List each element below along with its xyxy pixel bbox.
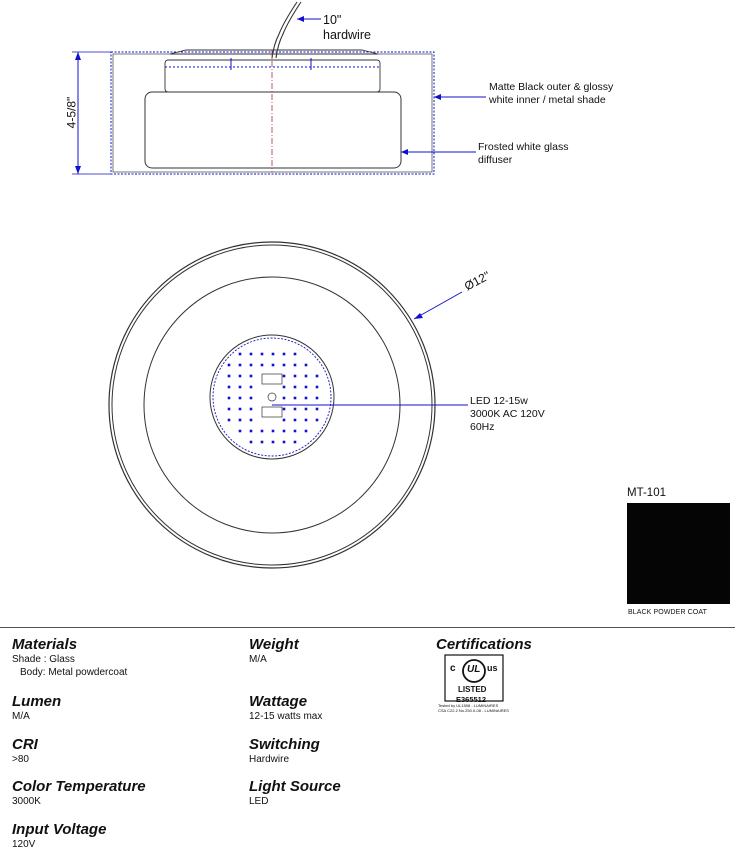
led-chip [228, 408, 231, 411]
led-chip [316, 397, 319, 400]
led-chip [250, 397, 253, 400]
led-chip [316, 419, 319, 422]
led-chip [294, 397, 297, 400]
spec-value-cri: >80 [12, 754, 29, 765]
spec-title-light-source: Light Source [249, 778, 341, 795]
ul-mark-label: UL [467, 664, 481, 675]
led-chip [239, 386, 242, 389]
driver-housing [165, 60, 380, 92]
led-chip [272, 364, 275, 367]
led-chip [283, 408, 286, 411]
led-chip [305, 386, 308, 389]
finish-code: MT-101 [627, 487, 666, 499]
led-chip [294, 419, 297, 422]
led-chip [305, 397, 308, 400]
led-chip [250, 375, 253, 378]
glass-diffuser [145, 92, 401, 168]
cert-fine-print [438, 703, 509, 713]
spec-light-source [249, 778, 341, 808]
led-chip [294, 386, 297, 389]
led-chip [272, 441, 275, 444]
ul-listed-label: LISTED [458, 685, 487, 694]
spec-title-switching: Switching [249, 736, 320, 753]
spec-materials [12, 636, 127, 679]
diameter-label: Ø12" [462, 268, 493, 294]
spec-value-weight: M/A [249, 654, 267, 665]
led-chip [250, 441, 253, 444]
section-divider [0, 627, 735, 628]
spec-title-lumen: Lumen [12, 693, 62, 710]
led-chip [294, 430, 297, 433]
spec-value-color-temperature: 3000K [12, 796, 41, 807]
spec-title-input-voltage: Input Voltage [12, 821, 107, 838]
height-label: 4-5/8" [64, 96, 79, 129]
spec-value-body: Body: Metal powdercoat [20, 667, 128, 678]
spec-title-weight: Weight [249, 636, 299, 653]
led-chip [283, 441, 286, 444]
led-chip [305, 430, 308, 433]
led-chip [305, 375, 308, 378]
diameter-leader [414, 292, 462, 319]
led-chip [283, 419, 286, 422]
spec-weight [249, 636, 299, 666]
led-chip [250, 419, 253, 422]
led-chip [228, 375, 231, 378]
spec-title-materials: Materials [12, 636, 78, 653]
cert-fine-line2: CSA C22.2 No.250.0-08 - LUMINAIRES [438, 708, 509, 713]
wire-length-value: 10" [323, 13, 342, 27]
led-chip [272, 353, 275, 356]
spec-cri [12, 736, 38, 766]
led-chip [272, 430, 275, 433]
spec-value-shade: Shade : Glass [12, 654, 75, 665]
diffuser-callout [478, 141, 568, 167]
led-chip [228, 419, 231, 422]
spec-lumen [12, 693, 61, 723]
top-view-drawing [0, 220, 735, 600]
wire-length-label [323, 13, 371, 43]
spec-switching [249, 736, 320, 766]
led-chip [283, 430, 286, 433]
led-chip [294, 441, 297, 444]
spec-title-certifications: Certifications [436, 636, 532, 653]
spec-title-cri: CRI [12, 736, 38, 753]
finish-swatch [627, 503, 730, 604]
spec-color-temperature [12, 778, 146, 808]
shade-callout-line2: white inner / metal shade [489, 94, 606, 106]
led-chip [250, 353, 253, 356]
led-chip [283, 386, 286, 389]
ul-file-number: E365512 [456, 695, 487, 704]
led-callout [470, 395, 545, 434]
led-chip [261, 441, 264, 444]
led-chip [283, 353, 286, 356]
led-chip [250, 364, 253, 367]
led-chip [294, 375, 297, 378]
diffuser-callout-line1: Frosted white glass [478, 141, 569, 153]
led-chip [228, 397, 231, 400]
led-chip [239, 408, 242, 411]
led-spec-line2: 3000K AC 120V [470, 408, 545, 420]
led-chip [228, 364, 231, 367]
led-chip [294, 364, 297, 367]
spec-value-input-voltage: 120V [12, 839, 36, 850]
spec-certifications [436, 636, 532, 653]
led-chip [305, 408, 308, 411]
finish-name: BLACK POWDER COAT [628, 609, 707, 616]
ul-us-label: us [487, 663, 498, 673]
led-chip [305, 419, 308, 422]
spec-value-switching: Hardwire [249, 754, 290, 765]
led-chip [239, 375, 242, 378]
led-chip [316, 386, 319, 389]
led-chip [239, 364, 242, 367]
outer-shade [111, 52, 434, 174]
spec-input-voltage [12, 821, 106, 851]
led-chip [250, 408, 253, 411]
spec-wattage [249, 693, 322, 723]
led-chip [316, 375, 319, 378]
led-chip [261, 364, 264, 367]
wire-type-value: hardwire [323, 28, 371, 42]
led-chip [283, 364, 286, 367]
led-chip [239, 419, 242, 422]
led-chip [239, 397, 242, 400]
led-chip [294, 408, 297, 411]
led-chip [250, 430, 253, 433]
led-chip [316, 408, 319, 411]
led-array [228, 353, 319, 444]
led-chip [239, 430, 242, 433]
led-chip [228, 386, 231, 389]
spec-value-light-source: LED [249, 796, 269, 807]
led-spec-line3: 60Hz [470, 421, 495, 433]
led-chip [305, 364, 308, 367]
diffuser-callout-line2: diffuser [478, 154, 513, 166]
led-chip [239, 353, 242, 356]
led-spec-line1: LED 12-15w [470, 395, 528, 407]
led-chip [261, 353, 264, 356]
spec-title-wattage: Wattage [249, 693, 308, 710]
spec-title-color-temperature: Color Temperature [12, 778, 146, 795]
cert-fine-line1: Tested by UL1598 - LUMINAIRES [438, 703, 499, 708]
ul-c-label: c [450, 663, 456, 674]
led-chip [250, 386, 253, 389]
shade-callout-line1: Matte Black outer & glossy [489, 81, 614, 93]
led-chip [294, 353, 297, 356]
led-chip [261, 430, 264, 433]
spec-value-lumen: M/A [12, 711, 30, 722]
led-chip [283, 375, 286, 378]
led-chip [283, 397, 286, 400]
spec-value-wattage: 12-15 watts max [249, 711, 323, 722]
shade-callout [489, 81, 613, 107]
